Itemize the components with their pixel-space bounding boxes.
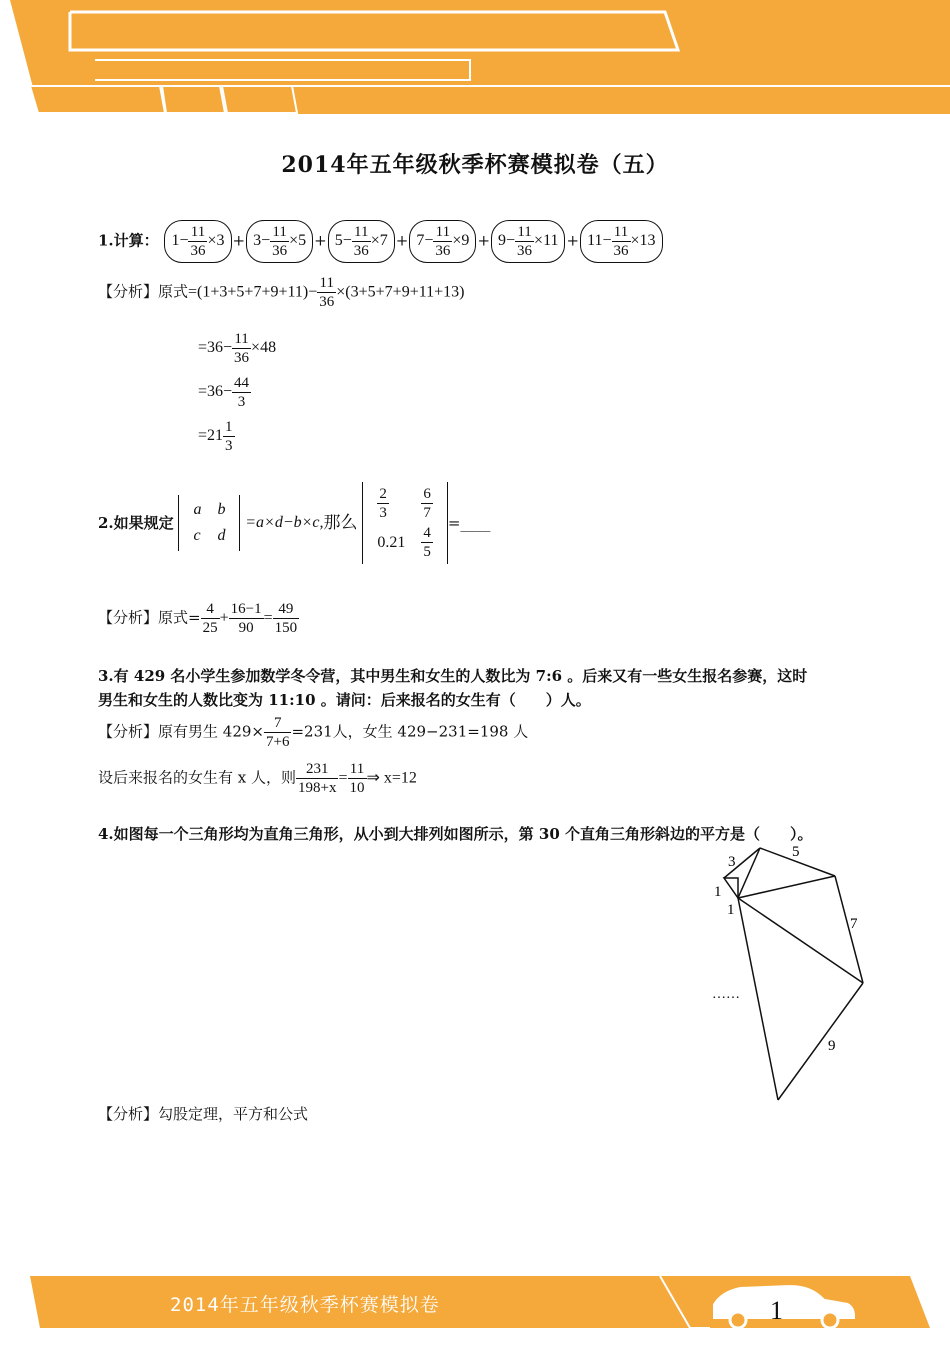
- q2-label: 2.如果规定: [98, 514, 174, 532]
- q3-analysis-line2: 设后来报名的女生有 x 人，则 $\frac{231}{198+x}$ = $\frac{11}{10}$ ⇒ x=12: [98, 761, 417, 796]
- question-3: 3.有 429 名小学生参加数学冬令营，其中男生和女生的人数比为 7:6 。后来又有一些女生报名参赛，这时 男生和女生的人数比变为 11:10 。请问：后来报名的女生有（ ）人。: [98, 667, 808, 709]
- q1-term: 7− $\frac{11}{36}$ ×9: [409, 220, 476, 263]
- answer-blank: =____: [447, 514, 491, 532]
- q1-term: 11− $\frac{11}{36}$ ×13: [580, 220, 662, 263]
- label-1b: 1: [727, 902, 735, 918]
- q1-term: 3− $\frac{11}{36}$ ×5: [246, 220, 313, 263]
- analysis-tag: 【分析】: [98, 722, 159, 741]
- q4-analysis: 【分析】勾股定理，平方和公式: [98, 1105, 309, 1123]
- analysis-tag: 【分析】: [98, 608, 159, 627]
- question-2: 2.如果规定 a b c d =a×d−b×c,那么 $\frac{2}{3}$ $\frac{6}{7}$ 0.21 $\frac{4}{5}$ =____: [98, 482, 490, 564]
- ellipsis: ……: [712, 987, 740, 1002]
- footer-banner: [0, 1268, 950, 1345]
- q1-analysis-line4: =21 $\frac{1}{3}$: [198, 419, 233, 454]
- q2-analysis: 【分析】原式= $\frac{4}{25}$ + $\frac{16-1}{90}$ = $\frac{49}{150}$: [98, 601, 298, 636]
- q1-analysis-line1: 【分析】原式=(1+3+5+7+9+11)− $\frac{11}{36}$ ×(3+5+7+9+11+13): [98, 275, 465, 310]
- q1-term: 1− $\frac{11}{36}$ ×3: [164, 220, 231, 263]
- label-1a: 1: [714, 884, 722, 900]
- q1-label: 1.计算：: [98, 231, 159, 250]
- q2-determinant-def: a b c d: [178, 495, 240, 551]
- q1-term: 5− $\frac{11}{36}$ ×7: [328, 220, 395, 263]
- label-9: 9: [828, 1038, 836, 1054]
- q1-term: 9− $\frac{11}{36}$ ×11: [491, 220, 565, 263]
- page-number: 1: [770, 1296, 783, 1325]
- triangle-spiral-figure: [700, 840, 880, 1110]
- question-4: 4.如图每一个三角形均为直角三角形，从小到大排列如图所示，第 30 个直角三角形斜边的平方是（ ）。: [98, 825, 813, 843]
- analysis-tag: 【分析】: [98, 282, 159, 301]
- page-title: 2014年五年级秋季杯赛模拟卷（五）: [281, 152, 669, 178]
- label-5: 5: [792, 844, 800, 860]
- q1-analysis-line3: =36− $\frac{44}{3}$: [198, 375, 250, 410]
- q1-analysis-line2: =36− $\frac{11}{36}$ ×48: [198, 331, 277, 366]
- label-7: 7: [850, 916, 858, 932]
- analysis-tag: 【分析】: [98, 1105, 159, 1123]
- label-3: 3: [728, 854, 736, 870]
- header-banner: [0, 0, 950, 120]
- q2-determinant: $\frac{2}{3}$ $\frac{6}{7}$ 0.21 $\frac{4}{5}$: [362, 482, 448, 564]
- q3-analysis-line1: 【分析】原有男生 429× $\frac{7}{7+6}$ =231人，女生 429−231=198 人: [98, 715, 529, 750]
- footer-title: 2014年五年级秋季杯赛模拟卷: [170, 1294, 440, 1316]
- question-1: 1.计算： 1− $\frac{11}{36}$ ×3 + 3− $\frac{11}{36}$ ×5 + 5− $\frac{11}{36}$ ×7 + 7− $\frac{11}{36}$ ×9 + 9− $\frac{11}{36}$ ×11 + 11− $\frac{11}{36}$ ×13: [98, 220, 664, 263]
